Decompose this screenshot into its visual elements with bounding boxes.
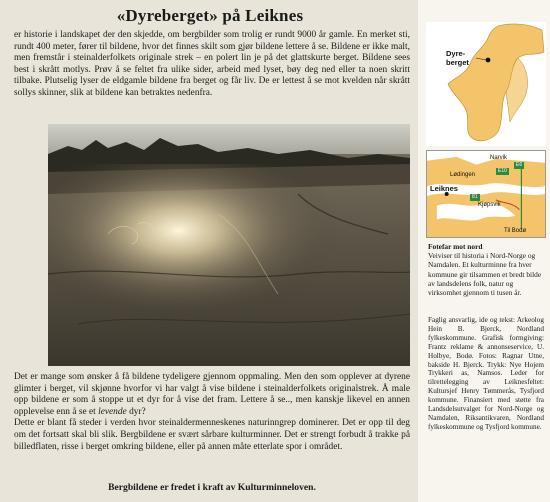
- scandinavia-map: [426, 22, 546, 146]
- sidebar-caption: [428, 242, 544, 297]
- article-body: [14, 372, 410, 453]
- dyreberget-marker-icon: [486, 58, 491, 63]
- map-label-til-bodo: Til Bodø: [504, 228, 527, 234]
- article-intro: er historie i landskapet der den skjedde, om bergbilder som trolig er rundt 9000 år gamle. En merket sti, rundt 400 meter, fører til bildene, hvor det finnes skilt som gjør bildene lettere å se. Bildene er ikke malt, men fremstår i steinalderfolkets originale strek – en polert lin je på det glattskurte berget. Bildene sees best i skrått motlys. Prøv å se feltet fra ulike sider, arbeid med lyset, bøy deg ned eller ta noen skritt tilbake. Plutselig lyser de eldgamle bildene fra berget og får liv. De er lettest å se mot kvelden når skrått sollys skinner, slik at bildene kan betraktes nedenfra.: [14, 30, 410, 98]
- map-label-kjopsvik: Kjøpsvik: [478, 202, 501, 208]
- caption-title: Fotefar mot nord: [428, 242, 483, 251]
- sidebar-credits: Faglig ansvarlig, ide og tekst: Arkeolog Hein B. Bjerck, Nordland fylkeskommune. Grafisk formgiving: Frantz reklame & annonseservice, U. Holbye, Bodø. Fotos: Ragnar Utne, bakside H. Bjerck. Trykk: Nye Hojem Trykkeri as, Namsos. Leder for tilrettelegging av Leiknesfeltet: Kultursjef Henry Tømmerås, Tysfjord kommune. Finansiert med støtte fra Landsdelsutvalget for Nord-Norge og Namdalen, Riksantikvaren, Nordland fylkeskommune og Tysfjord kommune.: [428, 316, 544, 431]
- article-paragraph-2: Det er mange som ønsker å få bildene tydeligere gjennom oppmaling. Men den som opplever at dyrene glimter i berget, vil skjønne hvorfor vi har valgt å vise bildene i steinalderfolkets originalstrek. Å male opp bildene er som å stoppe ut et dyr for å vise det fram. Lettere å se.., men kanskje likevel en annen opplevelse enn å se et levende dyr?: [14, 372, 410, 417]
- map-label-lodingen: Lødingen: [450, 172, 476, 178]
- map-label-narvik: Narvik: [490, 155, 508, 161]
- caption-text: Veiviser til historia i Nord-Norge og Namdalen. Et kulturminne fra hver kommune gir tilsammen et bredt bilde av landsdelens folk, natur og virksomhet gjennom ti tusen år.: [428, 251, 542, 298]
- article-title: «Dyreberget» på Leiknes: [116, 6, 304, 25]
- road-sign-e6-icon: E6: [516, 162, 523, 168]
- article-closing: Bergbildene er fredet i kraft av Kulturminneloven.: [108, 482, 316, 493]
- article-paragraph-3: Dette er blant få steder i verden hvor steinaldermenneskenes naturinngrep dominerer. Det er opp til deg om det fortsatt skal bli slik. Bergbildene er svært sårbare kulturminner. Det er strengt forbudt å trakke på billedflaten, risse i berget omkring bildene, eller på annen måte etterlate spor i området.: [14, 418, 410, 452]
- article-main: [8, 6, 412, 496]
- rock-carving-photo: [48, 124, 410, 366]
- local-map-graphic: [427, 151, 545, 237]
- rock-photo-illustration: [48, 124, 410, 366]
- map-label-leiknes: Leiknes: [430, 184, 458, 193]
- scandinavia-map-graphic: [426, 22, 546, 146]
- local-map: [426, 150, 546, 238]
- road-sign-81-icon: 81: [472, 194, 478, 200]
- emphasis-levende: levende: [98, 406, 127, 417]
- dyreberget-map-label: Dyre- berget: [446, 49, 469, 67]
- road-sign-e10-icon: E10: [498, 168, 507, 174]
